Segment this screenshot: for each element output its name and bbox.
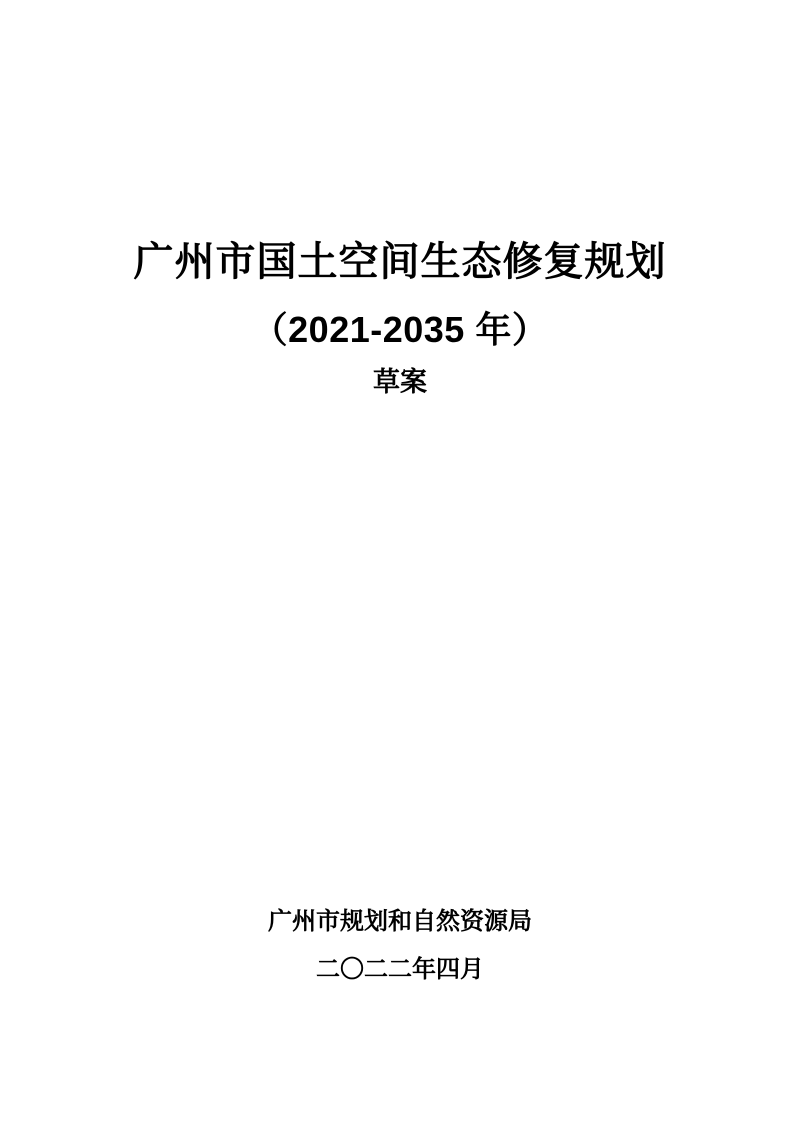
organization-name: 广州市规划和自然资源局 — [268, 908, 532, 935]
publication-date: 二〇二二年四月 — [316, 956, 484, 983]
document-title: 广州市国土空间生态修复规划 — [133, 240, 667, 284]
draft-label: 草案 — [373, 367, 427, 397]
document-subtitle-years: （2021-2035 年） — [251, 309, 549, 350]
